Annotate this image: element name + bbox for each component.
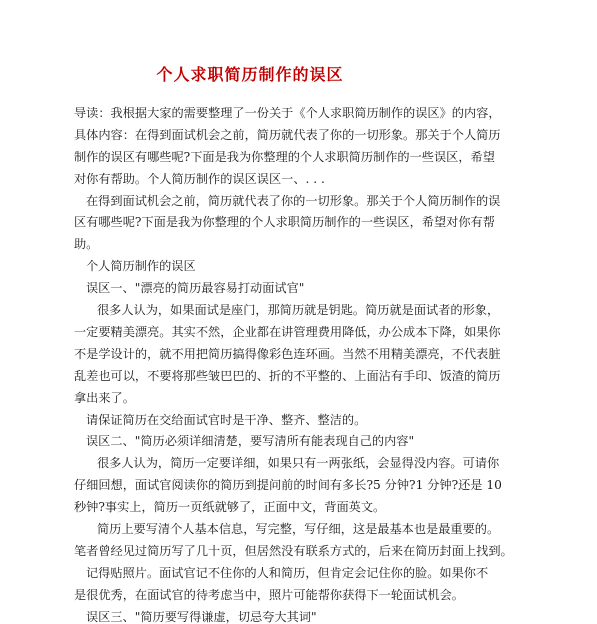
paragraph-line: 助。 bbox=[74, 237, 99, 251]
misconception-heading: 误区二、"简历必须详细清楚，要写清所有能表现自己的内容" bbox=[86, 434, 415, 448]
paragraph-line: 不是学设计的，就不用把简历搞得像彩色连环画。当然不用精美漂亮，不代表脏 bbox=[74, 347, 501, 361]
paragraph-line: 很多人认为，简历一定要详细，如果只有一两张纸，会显得没内容。可请你 bbox=[97, 456, 500, 470]
paragraph-line: 区有哪些呢?下面是我为你整理的个人求职简历制作的一些误区，希望对你有帮 bbox=[74, 215, 495, 229]
paragraph-line: 具体内容：在得到面试机会之前，简历就代表了你的一切形象。那关于个人简历 bbox=[74, 128, 501, 142]
paragraph-line: 仔细回想，面试官阅读你的简历到提问前的时间有多长?5 分钟?1 分钟?还是 10 bbox=[74, 478, 502, 492]
paragraph-line: 是很优秀，在面试官的待考虑当中，照片可能帮你获得下一轮面试机会。 bbox=[74, 588, 464, 602]
paragraph-line: 请保证简历在交给面试官时是干净、整齐、整洁的。 bbox=[86, 413, 367, 427]
paragraph-line: 乱差也可以，不要将那些皱巴巴的、折的不平整的、上面沾有手印、饭渣的简历 bbox=[74, 369, 501, 383]
paragraph-line: 对你有帮助。个人简历制作的误区误区一、. . . bbox=[74, 172, 325, 186]
paragraph-line: 简历上要写清个人基本信息，写完整，写仔细，这是最基本也是最重要的。 bbox=[97, 522, 500, 536]
misconception-heading: 误区三、"简历要写得谦虚，切忌夸大其词" bbox=[86, 610, 317, 624]
paragraph-line: 制作的误区有哪些呢?下面是我为你整理的个人求职简历制作的一些误区，希望 bbox=[74, 150, 495, 164]
paragraph-line: 在得到面试机会之前，简历就代表了你的一切形象。那关于个人简历制作的误 bbox=[86, 194, 501, 208]
paragraph-line: 秒钟?事实上，简历一页纸就够了，正面中文，背面英文。 bbox=[74, 500, 386, 514]
document-title: 个人求职简历制作的误区 bbox=[156, 65, 344, 84]
paragraph-line: 笔者曾经见过简历写了几十页，但居然没有联系方式的，后来在简历封面上找到。 bbox=[74, 544, 513, 558]
misconception-heading: 误区一、"漂亮的简历最容易打动面试官" bbox=[86, 281, 305, 295]
paragraph-line: 拿出来了。 bbox=[74, 391, 135, 405]
paragraph-line: 导读：我根据大家的需要整理了一份关于《个人求职简历制作的误区》的内容， bbox=[74, 106, 501, 120]
section-heading: 个人简历制作的误区 bbox=[86, 259, 196, 273]
paragraph-line: 记得贴照片。面试官记不住你的人和简历，但肯定会记住你的脸。如果你不 bbox=[86, 566, 489, 580]
paragraph-line: 很多人认为，如果面试是座门，那简历就是钥匙。简历就是面试者的形象， bbox=[97, 303, 500, 317]
paragraph-line: 一定要精美漂亮。其实不然，企业都在讲管理费用降低，办公成本下降，如果你 bbox=[74, 325, 501, 339]
